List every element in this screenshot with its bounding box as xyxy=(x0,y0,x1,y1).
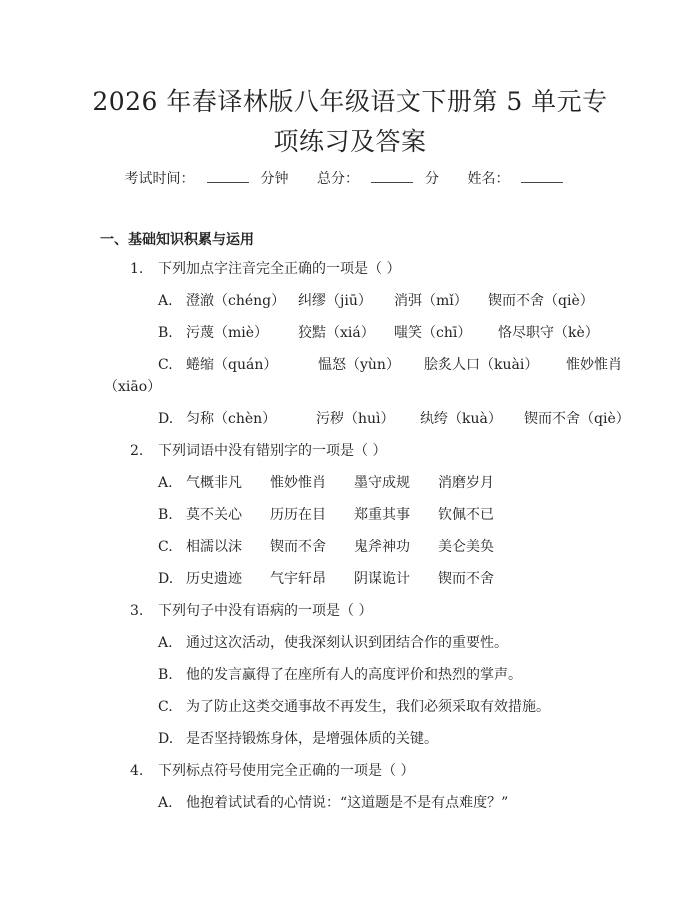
document-title xyxy=(80,82,620,162)
title-line-2: 项练习及答案 xyxy=(273,127,427,156)
option-item: 锲而不舍 xyxy=(270,539,326,555)
option-item: 消磨岁月 xyxy=(438,475,494,491)
question-1 xyxy=(130,259,400,279)
score-unit: 分 xyxy=(425,171,439,187)
q2-option-c xyxy=(158,537,494,557)
option-item: 污蔑（miè） xyxy=(186,325,269,341)
option-item: 锲而不舍（qiè） xyxy=(488,293,594,309)
score-label: 总分： xyxy=(317,171,359,187)
q1-option-b xyxy=(158,323,599,343)
option-item: 锲而不舍（qiè） xyxy=(524,411,630,427)
q3-option-d xyxy=(158,729,438,749)
option-item: 气宇轩昂 xyxy=(270,571,326,587)
option-letter: C. xyxy=(158,357,173,373)
q3-option-b xyxy=(158,665,522,685)
title-line-1: 2026 年春译林版八年级语文下册第 5 单元专 xyxy=(92,87,608,116)
option-item: 阴谋诡计 xyxy=(354,571,410,587)
question-number: 1. xyxy=(130,261,144,277)
q1-option-c-wrap: （xiāo） xyxy=(104,379,162,395)
option-letter: A. xyxy=(158,795,173,811)
option-item: 为了防止这类交通事故不再发生，我们必须采取有效措施。 xyxy=(186,699,550,715)
q4-option-a xyxy=(158,793,508,813)
q2-option-d xyxy=(158,569,494,589)
option-item: 蜷缩（quán） xyxy=(186,357,278,373)
q2-option-a xyxy=(158,473,494,493)
option-item: 墨守成规 xyxy=(354,475,410,491)
exam-meta xyxy=(0,168,700,189)
option-item: 莫不关心 xyxy=(186,507,242,523)
score-blank xyxy=(371,168,413,183)
question-stem: 下列加点字注音完全正确的一项是（ ） xyxy=(158,261,401,277)
option-item: 锲而不舍 xyxy=(438,571,494,587)
option-letter: B. xyxy=(158,667,173,683)
option-item: 郑重其事 xyxy=(354,507,410,523)
option-item: 惟妙惟肖 xyxy=(270,475,326,491)
option-item: 纠缪（jiū） xyxy=(298,293,372,309)
name-blank xyxy=(521,168,563,183)
name-field xyxy=(467,171,575,187)
option-letter: D. xyxy=(158,731,174,747)
option-item: 纨绔（kuà） xyxy=(420,411,502,427)
option-item: 污秽（huì） xyxy=(316,411,395,427)
q3-option-a xyxy=(158,633,508,653)
question-number: 2. xyxy=(130,443,144,459)
question-stem: 下列标点符号使用完全正确的一项是（ ） xyxy=(158,763,415,779)
option-letter: D. xyxy=(158,411,174,427)
option-item: 历历在目 xyxy=(270,507,326,523)
option-item: 是否坚持锻炼身体，是增强体质的关键。 xyxy=(186,731,438,747)
option-item: 狡黠（xiá） xyxy=(298,325,375,341)
option-item: 相濡以沫 xyxy=(186,539,242,555)
q1-option-a xyxy=(158,291,594,311)
q1-option-d xyxy=(158,409,630,429)
option-letter: C. xyxy=(158,539,173,555)
option-letter: B. xyxy=(158,325,173,341)
section-heading: 一、基础知识积累与运用 xyxy=(100,232,254,248)
option-item: 鬼斧神功 xyxy=(354,539,410,555)
q1-option-c xyxy=(158,355,622,375)
time-field xyxy=(125,171,289,187)
option-letter: A. xyxy=(158,475,173,491)
option-letter: B. xyxy=(158,507,173,523)
option-item: 他抱着试试看的心情说：“这道题是不是有点难度？” xyxy=(186,795,509,811)
time-label: 考试时间： xyxy=(124,171,195,187)
question-number: 3. xyxy=(130,603,144,619)
option-item: 恪尽职守（kè） xyxy=(498,325,599,341)
time-blank xyxy=(207,168,249,183)
question-3 xyxy=(130,601,372,621)
question-4 xyxy=(130,761,414,781)
option-item: 愠怒（yùn） xyxy=(318,357,400,373)
q3-option-c xyxy=(158,697,550,717)
option-item: 匀称（chèn） xyxy=(186,411,277,427)
option-item: 美仑美奂 xyxy=(438,539,494,555)
question-stem: 下列句子中没有语病的一项是（ ） xyxy=(158,603,373,619)
option-item: 钦佩不已 xyxy=(438,507,494,523)
score-field xyxy=(317,171,439,187)
option-letter: D. xyxy=(158,571,174,587)
option-item: 澄澈（chéng） xyxy=(186,293,286,309)
option-letter: A. xyxy=(158,635,173,651)
option-item: 惟妙惟肖 xyxy=(566,357,622,373)
option-item: 消弭（mǐ） xyxy=(394,293,468,309)
option-item: 嗤笑（chī） xyxy=(394,325,472,341)
option-item: 历史遗迹 xyxy=(186,571,242,587)
question-stem: 下列词语中没有错别字的一项是（ ） xyxy=(158,443,387,459)
question-number: 4. xyxy=(130,763,144,779)
option-item: 脍炙人口（kuài） xyxy=(424,357,539,373)
time-unit: 分钟 xyxy=(260,171,289,187)
question-2 xyxy=(130,441,386,461)
option-item: 他的发言赢得了在座所有人的高度评价和热烈的掌声。 xyxy=(186,667,522,683)
q2-option-b xyxy=(158,505,494,525)
name-label: 姓名： xyxy=(467,171,510,187)
option-letter: A. xyxy=(158,293,173,309)
option-item: 气概非凡 xyxy=(186,475,242,491)
option-letter: C. xyxy=(158,699,173,715)
option-item: 通过这次活动，使我深刻认识到团结合作的重要性。 xyxy=(186,635,508,651)
